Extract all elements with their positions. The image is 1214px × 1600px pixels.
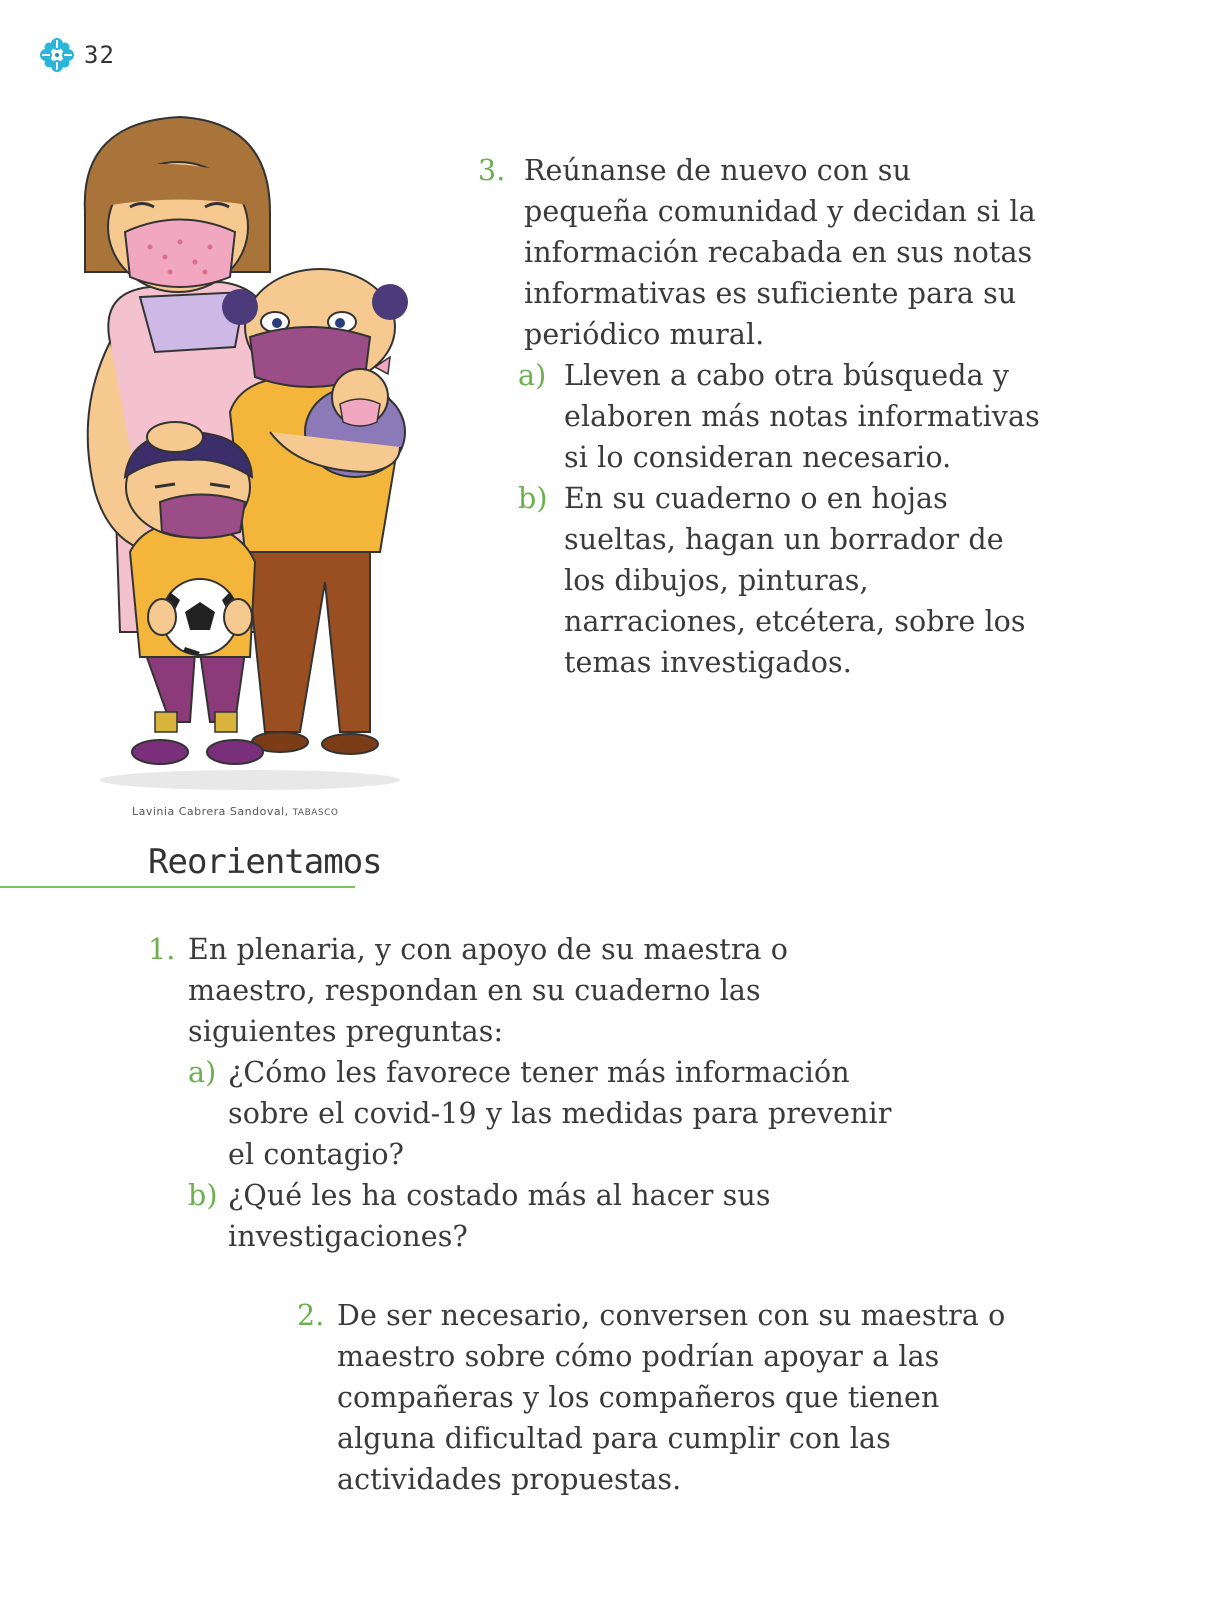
activity-step-1 [148,929,908,1257]
step-number: 3. [478,154,506,187]
step-text: En plenaria, y con apoyo de su maestra o maestro, respondan en su cuaderno las siguientes preguntas: [188,933,789,1048]
sub-list [188,1052,908,1257]
sub-text: ¿Cómo les favorece tener más información sobre el covid-19 y las medidas para prevenir el contagio? [228,1056,892,1171]
sub-text: Lleven a cabo otra búsqueda y elaboren más notas informativas si lo consideran necesario. [564,359,1040,474]
sub-marker: a) [188,1056,217,1089]
flower-ornament-icon [38,36,76,74]
sub-text: En su cuaderno o en hojas sueltas, hagan un borrador de los dibujos, pinturas, narraciones, etcétera, sobre los temas investigados. [564,482,1026,679]
activity-step-3 [478,150,1044,683]
step-2-item [297,1295,1017,1500]
sub-list [518,355,1044,683]
sub-marker: a) [518,359,547,392]
step-text: Reúnanse de nuevo con su pequeña comunidad y decidan si la información recabada en sus notas informativas es suficiente para su periódico mural. [524,154,1036,351]
page-number: 32 [84,41,115,69]
illustration-credit [132,805,339,818]
step-text: De ser necesario, conversen con su maestra o maestro sobre cómo podrían apoyar a las compañeras y los compañeros que tienen alguna dificultad para cumplir con las actividades propuestas. [337,1299,1006,1496]
sub-item-b [518,478,1044,683]
step-number: 1. [148,933,176,966]
step-1-item [148,929,908,1052]
credit-region: TABASCO [292,808,339,818]
sub-marker: b) [518,482,548,515]
step-3-item [478,150,1044,355]
section-divider [0,886,355,888]
page-header [38,36,115,74]
sub-item-a [518,355,1044,478]
sub-text: ¿Qué les ha costado más al hacer sus investigaciones? [228,1179,771,1253]
credit-name: Lavinia Cabrera Sandoval, [132,805,289,818]
step-number: 2. [297,1299,325,1332]
sub-item-a [188,1052,908,1175]
activity-step-2 [297,1295,1017,1500]
sub-item-b [188,1175,908,1257]
section-title: Reorientamos [148,842,382,882]
family-illustration [70,112,420,802]
sub-marker: b) [188,1179,218,1212]
